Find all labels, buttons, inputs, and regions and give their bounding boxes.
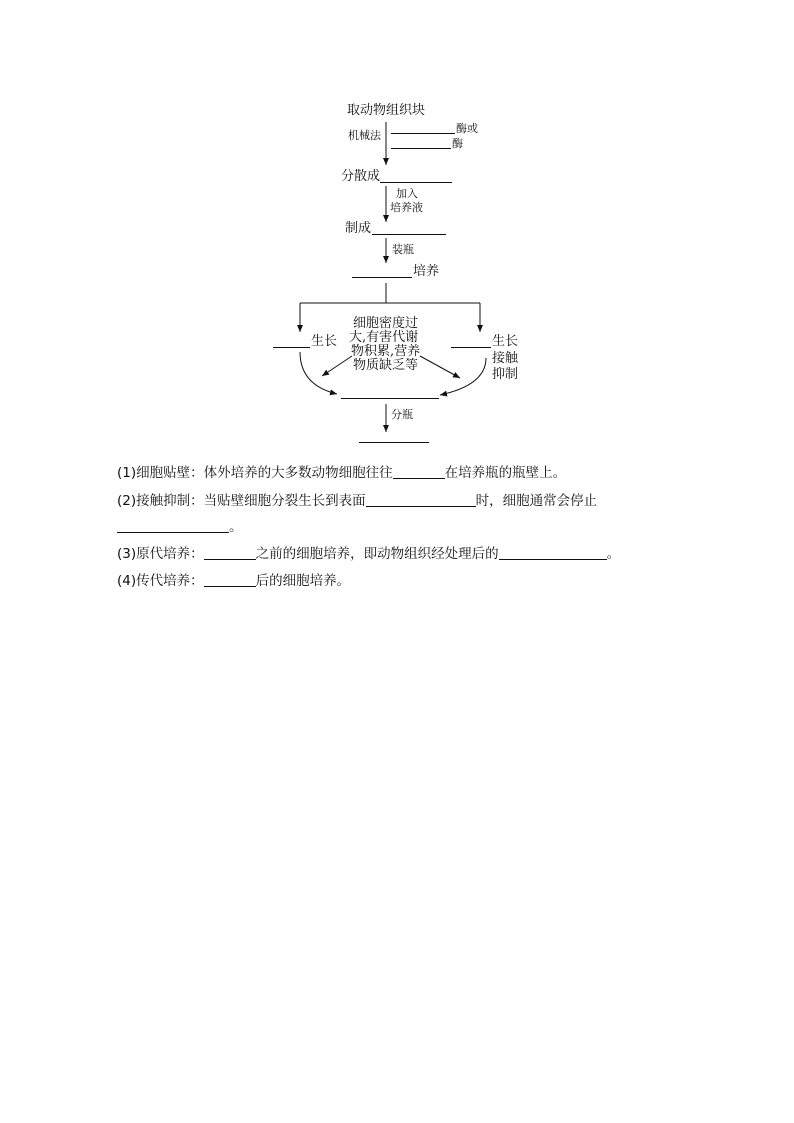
diagram-lines <box>0 0 794 460</box>
cause-line-2: 大,有害代谢 <box>349 330 419 345</box>
blank-final <box>359 442 429 443</box>
blank-left-grow <box>273 347 310 348</box>
enzyme-suffix-1: 酶或 <box>456 122 478 135</box>
question-3-blank-1 <box>204 545 256 560</box>
add-label-2: 培养液 <box>390 201 423 214</box>
blank-enzyme-2 <box>391 148 451 149</box>
cause-line-1: 细胞密度过 <box>353 316 419 331</box>
question-4-prefix: (4)传代培养： <box>117 573 204 589</box>
question-4-blank <box>204 572 256 587</box>
arrow-cause-left <box>322 356 352 376</box>
add-label-1: 加入 <box>396 187 418 200</box>
contact-label-2: 抑制 <box>492 367 519 382</box>
blank-culture <box>352 277 412 278</box>
question-4-suffix: 后的细胞培养。 <box>255 573 351 589</box>
right-grow-label: 生长 <box>492 334 519 349</box>
question-1-prefix: (1)细胞贴壁：体外培养的大多数动物细胞往往 <box>117 465 393 481</box>
question-2-blank-2 <box>117 518 229 533</box>
cell-culture-flow-diagram <box>0 0 794 460</box>
split-label: 分瓶 <box>391 408 413 421</box>
enzyme-suffix-2: 酶 <box>452 137 463 150</box>
question-2 <box>117 489 597 509</box>
blank-step2 <box>380 182 452 183</box>
blank-enzyme-1 <box>391 133 455 134</box>
method-label: 机械法 <box>348 129 381 142</box>
arrow-cause-right <box>420 356 460 378</box>
culture-suffix: 培养 <box>413 264 440 279</box>
question-1-blank <box>393 464 445 479</box>
question-2-end: 。 <box>229 519 243 535</box>
question-4 <box>117 569 350 589</box>
step3-label: 制成 <box>345 221 372 236</box>
question-2-cont <box>117 515 243 535</box>
question-2-blank-1 <box>366 492 476 507</box>
question-2-middle: 时，细胞通常会停止 <box>475 493 598 509</box>
question-1 <box>117 461 566 481</box>
start-label: 取动物组织块 <box>347 103 426 118</box>
question-3-blank-2 <box>499 545 607 560</box>
blank-step3 <box>372 234 446 235</box>
question-3-end: 。 <box>606 546 621 562</box>
question-3-middle: 之前的细胞培养，即动物组织经处理后的 <box>255 546 499 562</box>
curve-right <box>440 358 486 395</box>
cause-line-3: 物积累,营养 <box>351 344 421 359</box>
left-grow-label: 生长 <box>311 334 338 349</box>
question-3 <box>117 542 620 562</box>
contact-label-1: 接触 <box>492 351 519 366</box>
question-2-prefix: (2)接触抑制：当贴壁细胞分裂生长到表面 <box>117 493 366 509</box>
curve-left <box>300 352 337 394</box>
blank-right-grow <box>451 347 491 348</box>
bottle-label: 装瓶 <box>392 243 414 256</box>
cause-line-4: 物质缺乏等 <box>353 358 419 373</box>
blank-result <box>341 398 439 399</box>
question-1-suffix: 在培养瓶的瓶壁上。 <box>444 465 567 481</box>
question-3-prefix: (3)原代培养： <box>117 546 204 562</box>
step2-label: 分散成 <box>341 169 381 184</box>
